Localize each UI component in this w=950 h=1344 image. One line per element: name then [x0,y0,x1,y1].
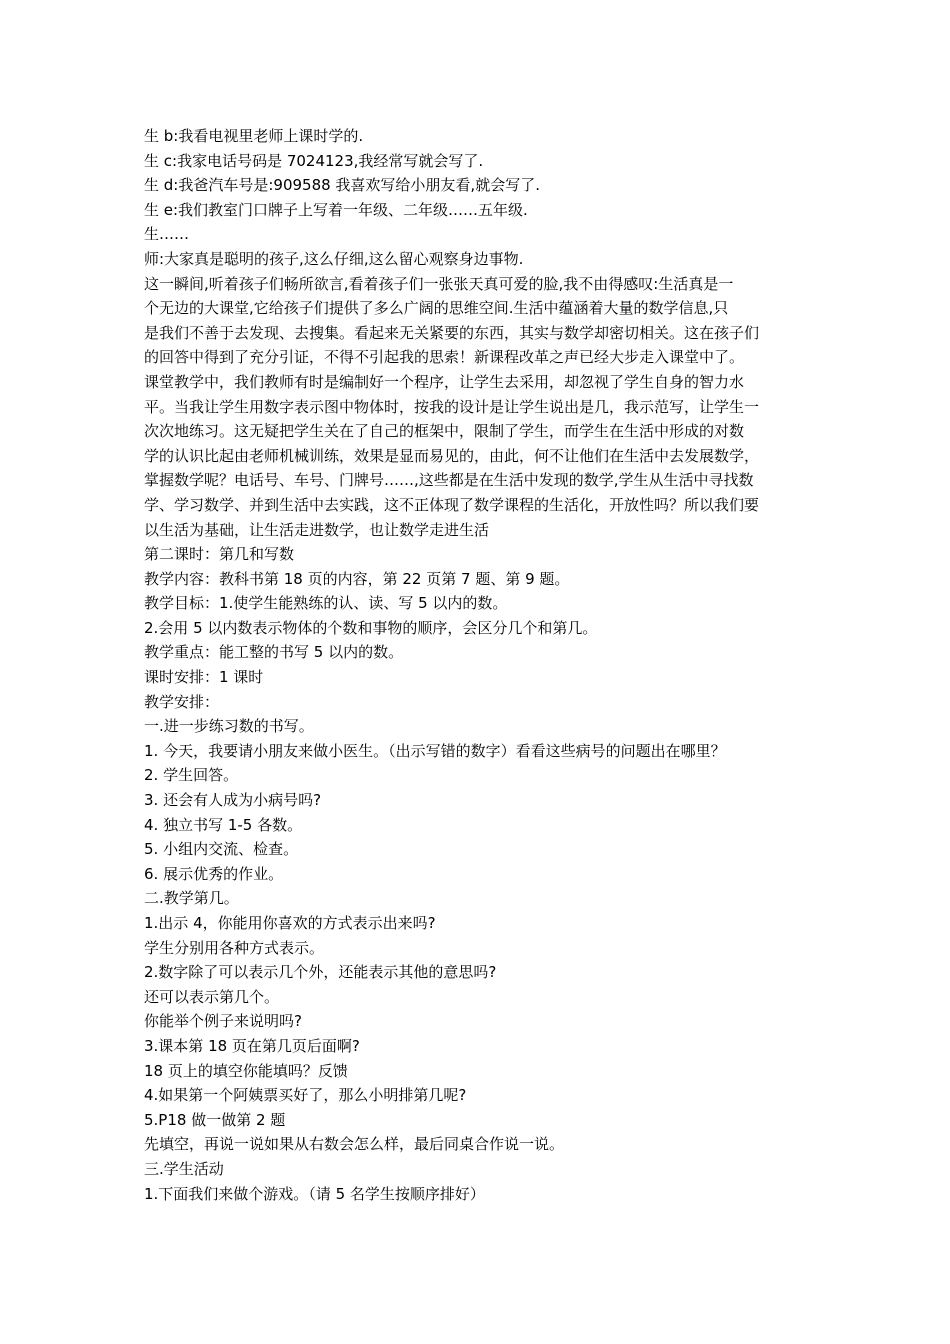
dialogue-line: 生 d:我爸汽车号是:909588 我喜欢写给小朋友看,就会写了. [144,176,540,195]
teaching-goal-item: 2.会用 5 以内数表示物体的个数和事物的顺序，会区分几个和第几。 [144,618,598,637]
section-heading: 二.教学第几。 [144,889,239,908]
dialogue-line: 生 c:我家电话号码是 7024123,我经常写就会写了. [144,151,484,170]
dialogue-line: 生 e:我们教室门口牌子上写着一年级、二年级……五年级. [144,200,528,219]
list-item: 3.课本第 18 页在第几页后面啊? [144,1036,360,1055]
text-line: 你能举个例子来说明吗? [144,1012,302,1031]
lesson-heading: 第二课时：第几和写数 [144,545,295,564]
document-body [144,124,810,1206]
teaching-plan-label: 教学安排： [144,692,220,711]
list-item: 5. 小组内交流、检查。 [144,840,299,859]
teaching-focus: 教学重点：能工整的书写 5 以内的数。 [144,643,404,662]
text-line: 还可以表示第几个。 [144,987,280,1006]
teaching-goal: 教学目标：1.使学生能熟练的认、读、写 5 以内的数。 [144,594,508,613]
list-item: 1.出示 4，你能用你喜欢的方式表示出来吗? [144,914,436,932]
paragraph-line: 的回答中得到了充分引证，不得不引起我的思索！新课程改革之声已经大步走入课堂中了。 [144,348,745,367]
section-heading: 三.学生活动 [144,1159,224,1178]
lesson-schedule: 课时安排：1 课时 [144,668,264,687]
paragraph-line: 学、学习数学、并到生活中去实践，这不正体现了数学课程的生活化，开放性吗？所以我们要 [144,495,760,514]
list-item: 4.如果第一个阿姨票买好了，那么小明排第几呢? [144,1086,467,1105]
text-line: 学生分别用各种方式表示。 [144,938,325,957]
dialogue-line: 生…… [144,225,190,244]
paragraph-line: 掌握数学呢？电话号、车号、门牌号……,这些都是在生活中发现的数学,学生从生活中寻找数 [144,471,754,490]
paragraph-line: 次次地练习。这无疑把学生关在了自己的框架中，限制了学生，而学生在生活中形成的对数 [144,422,745,441]
paragraph-line: 是我们不善于去发现、去搜集。看起来无关紧要的东西，其实与数学却密切相关。这在孩子们 [144,323,760,342]
paragraph-line: 以生活为基础，让生活走进数学，也让数学走进生活 [144,520,490,539]
list-item: 6. 展示优秀的作业。 [144,864,284,883]
text-line: 先填空，再说一说如果从右数会怎么样，最后同桌合作说一说。 [144,1135,565,1154]
paragraph-line: 课堂教学中，我们教师有时是编制好一个程序，让学生去采用，却忽视了学生自身的智力水 [144,372,745,391]
dialogue-line: 师:大家真是聪明的孩子,这么仔细,这么留心观察身边事物. [144,249,524,268]
list-item: 1. 今天，我要请小朋友来做小医生。（出示写错的数字）看看这些病号的问题出在哪里？ [144,741,726,760]
paragraph-line: 个无边的大课堂,它给孩子们提供了多么广阔的思维空间.生活中蕴涵着大量的数学信息,只 [144,299,729,318]
list-item: 3. 还会有人成为小病号吗? [144,791,322,810]
reflection-paragraph [144,272,810,543]
section-heading: 一.进一步练习数的书写。 [144,717,314,736]
list-item: 4. 独立书写 1-5 各数。 [144,815,303,834]
paragraph-line: 平。当我让学生用数字表示图中物体时，按我的设计是让学生说出是几，我示范写，让学生一 [144,397,760,416]
text-line: 18 页上的填空你能填吗？反馈 [144,1061,348,1080]
list-item: 2.数字除了可以表示几个外，还能表示其他的意思吗? [144,963,497,982]
list-item: 1.下面我们来做个游戏。（请 5 名学生按顺序排好） [144,1184,485,1203]
teaching-content: 教学内容：教科书第 18 页的内容，第 22 页第 7 题、第 9 题。 [144,569,570,588]
paragraph-line: 学的认识比起由老师机械训练，效果是显而易见的，由此，何不让他们在生活中去发展数学， [144,446,760,465]
dialogue-line: 生 b:我看电视里老师上课时学的. [144,127,364,145]
list-item: 2. 学生回答。 [144,766,239,785]
list-item: 5.P18 做一做第 2 题 [144,1110,286,1129]
paragraph-line: 这一瞬间,听着孩子们畅所欲言,看着孩子们一张张天真可爱的脸,我不由得感叹:生活真是一 [144,274,734,293]
